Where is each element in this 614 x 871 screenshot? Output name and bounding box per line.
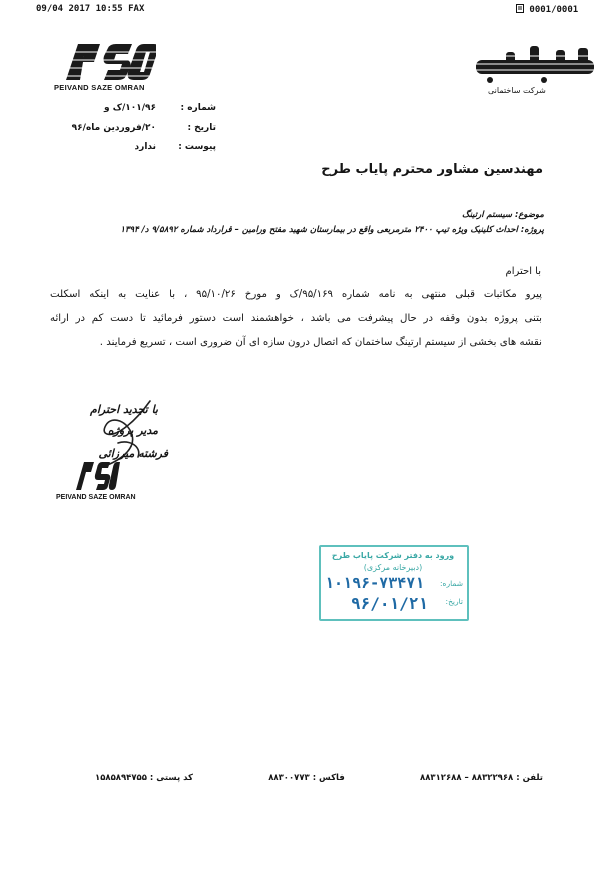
footer-postal: کد پستی : ۱۵۸۵۸۹۴۷۵۵ bbox=[95, 773, 193, 783]
subject-line: موضوع: سیستم ارتینگ bbox=[461, 210, 544, 220]
footer-phone: تلفن : ۸۸۳۲۲۹۶۸ – ۸۸۳۱۲۶۸۸ bbox=[420, 773, 543, 783]
footer-fax: فاکس : ۸۸۳۰۰۷۷۳ bbox=[268, 773, 345, 783]
signature-closing: با تجدید احترام bbox=[90, 403, 158, 416]
fax-header bbox=[0, 0, 614, 16]
fax-page-counter bbox=[516, 4, 578, 15]
fax-datetime: 09/04 2017 10:55 FAX bbox=[36, 4, 145, 14]
number-label: شماره : bbox=[180, 103, 216, 113]
date-label: تاریخ : bbox=[187, 123, 216, 133]
signature-name: فرشته میرزائی bbox=[98, 447, 168, 460]
stamp-date-label: تاریخ: bbox=[445, 597, 463, 606]
letter-footer bbox=[95, 773, 543, 783]
body-line-2: بتنی پروژه بدون وقفه در حال پیشرفت می باشد ، خواهشمند است دستور فرمائید تا دست کم در ارائه bbox=[50, 313, 542, 324]
signature-title: مدیر پروژه bbox=[107, 424, 158, 437]
registration-stamp bbox=[319, 545, 469, 621]
pso-seal-logo bbox=[72, 458, 120, 494]
attachment-label: پیوست : bbox=[178, 142, 216, 152]
letter-date bbox=[40, 123, 216, 133]
peyvand-logo bbox=[470, 44, 605, 86]
document-icon bbox=[516, 4, 524, 13]
attachment-value: ندارد bbox=[134, 142, 156, 152]
peyvand-subtitle: شرکت ساختمانی bbox=[488, 86, 546, 95]
body-line-3: نقشه های بخشی از سیستم ارتینگ ساختمان که اتصال درون سازه ای آن ضروری است ، تسریع فرمایند . bbox=[99, 337, 542, 348]
stamp-date-value: ۹۶/۰۱/۲۱ bbox=[351, 594, 429, 613]
number-value: ۱۰۱/۹۶/ک و bbox=[104, 103, 156, 113]
stamp-number-label: شماره: bbox=[440, 579, 463, 588]
letter-number bbox=[40, 103, 216, 113]
pso-seal-brand: PEIVAND SAZE OMRAN bbox=[56, 494, 136, 501]
salutation: با احترام bbox=[505, 266, 541, 277]
fax-page: 0001/0001 bbox=[529, 5, 579, 15]
stamp-title: ورود به دفتر شرکت پایاب طرح bbox=[331, 551, 455, 560]
stamp-number-value: ۱۰۱۹۶-۷۳۴۷۱ bbox=[325, 574, 425, 592]
letter-attachment bbox=[40, 142, 216, 152]
body-line-1: پیرو مکاتبات قبلی منتهی به نامه شماره ۹۵/۱۶۹/ک و مورخ ۹۵/۱۰/۲۶ ، با عنایت به اینکه اسکلت bbox=[50, 289, 543, 300]
date-value: ۲۰/فروردین ماه/۹۶ bbox=[71, 123, 156, 133]
project-line: پروژه: احداث کلینیک ویژه تیپ ۲۴۰۰ مترمربعی واقع در بیمارستان شهید مفتح ورامین – قرارداد شماره ۹/۵۸۹۲ د/ ۱۳۹۴ bbox=[120, 225, 544, 235]
addressee: مهندسین مشاور محترم پایاب طرح bbox=[321, 162, 543, 177]
pso-logo bbox=[56, 40, 156, 86]
pso-brand-name: PEIVAND SAZE OMRAN bbox=[54, 83, 145, 92]
stamp-subtitle: (دبیرخانه مرکزی) bbox=[363, 563, 423, 572]
